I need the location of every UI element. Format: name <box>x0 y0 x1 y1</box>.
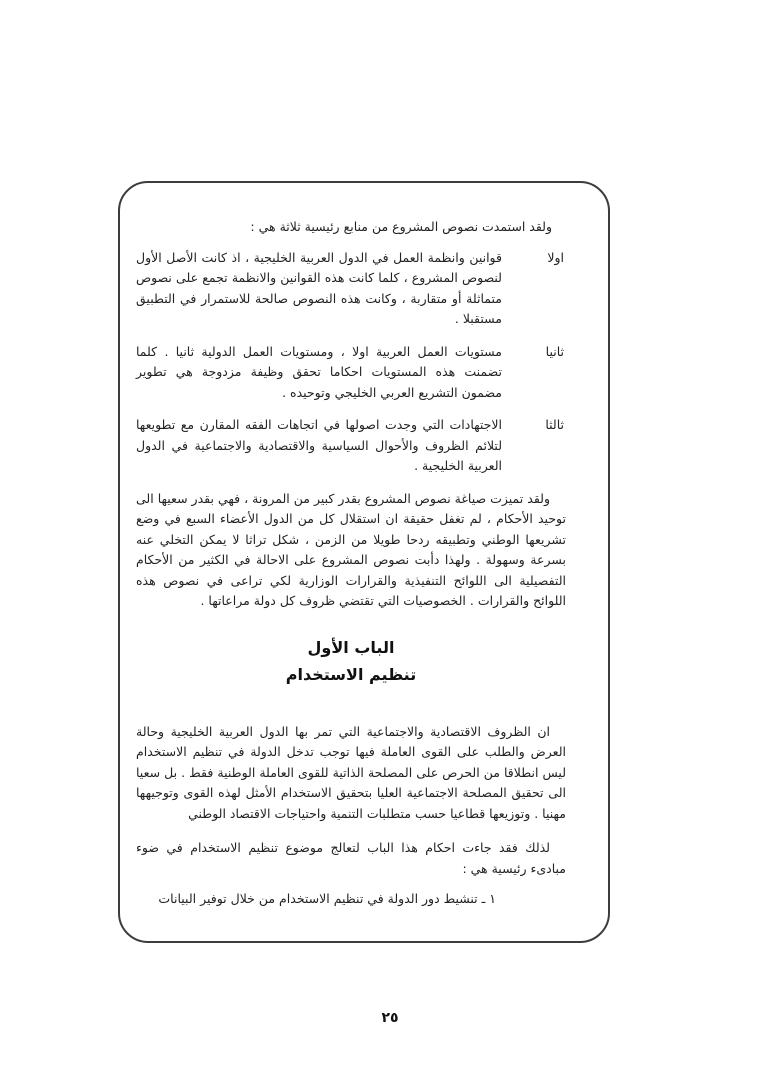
list-item-first-source <box>136 248 566 330</box>
chapter-subtitle: تنظيم الاستخدام <box>285 664 417 684</box>
list-text-third: الاجتهادات التي وجدت اصولها في اتجاهات الفقه المقارن مع تطويعها لتلائم الظروف والأحوال السياسية والاقتصادية والاجتماعية في الدول العربية الخليجية . <box>136 417 502 473</box>
principle-item-1: ١ ـ تنشيط دور الدولة في تنظيم الاستخدام من خلال توفير البيانات <box>158 891 496 906</box>
intro-line: ولقد استمدت نصوص المشروع من منابع رئيسية ثلاثة هي : <box>250 219 552 234</box>
chapter-title: الباب الأول <box>307 637 395 657</box>
list-item-third-source <box>136 415 566 477</box>
paragraph-principles-intro: لذلك فقد جاءت احكام هذا الباب لتعالج موضوع تنظيم الاستخدام في ضوء مبادىء رئيسية هي : <box>136 840 566 876</box>
list-label-first: اولا <box>547 249 564 265</box>
list-item-second-source <box>136 342 566 404</box>
list-label-second: ثانيا <box>545 343 564 359</box>
list-label-third: ثالثا <box>545 417 564 432</box>
page-number: ٢٥ <box>381 1010 399 1026</box>
paragraph-employment-conditions: ان الظروف الاقتصادية والاجتماعية التي تمر بها الدول العربية الخليجية وحالة العرض والطلب على القوى العاملة فيها توجب تدخل الدولة في تنظيم الاستخدام ليس انطلاقا من الحرص على المصلحة الذاتية للقوى العاملة الوطنية فقط . بل سعيا الى تحقيق المصلحة الاجتماعية العليا بتحقيق الاستخدام الأمثل لهذه القوى وتوجيهها مهنيا . وتوزيعها قطاعيا حسب متطلبات التنمية واحتياجات الاقتصاد الوطني <box>136 723 566 821</box>
page-border-frame <box>118 181 610 943</box>
list-text-second: مستويات العمل العربية اولا ، ومستويات العمل الدولية ثانيا . كلما تضمنت هذه المستويات احكاما تحقق وظيفة مزدوجة هي تطوير مضمون التشريع العربي الخليجي وتوحيده . <box>136 343 502 400</box>
list-text-first: قوانين وانظمة العمل في الدول العربية الخليجية ، اذ كانت الأصل الأول لنصوص المشروع ، كلما كانت هذه القوانين والانظمة تجمع على نصوص متماثلة أو متقاربة ، وكانت هذه النصوص صالحة للاستمرار في التطبيق مستقبلا . <box>136 249 502 326</box>
paragraph-drafting-flexibility: ولقد تميزت صياغة نصوص المشروع بقدر كبير من المرونة ، فهي بقدر سعيها الى توحيد الأحكام ، لم تغفل حقيقة ان استقلال كل من الدول الأعضاء السبع في وضع تشريعها الوطني وتطبيقه ردحا طويلا من الزمن ، شكل تراثا لا يمكن التخلي عنه بسرعة وسهولة . ولهذا دأبت نصوص المشروع على الاحالة في الكثير من الأحكام التفصيلية الى اللوائح التنفيذية والقرارات الوزارية لكي تراعى في نصوص هذه اللوائح والقرارات . الخصوصيات التي تقتضي ظروف كل دولة مراعاتها . <box>136 490 566 608</box>
chapter-heading-block <box>136 634 566 688</box>
